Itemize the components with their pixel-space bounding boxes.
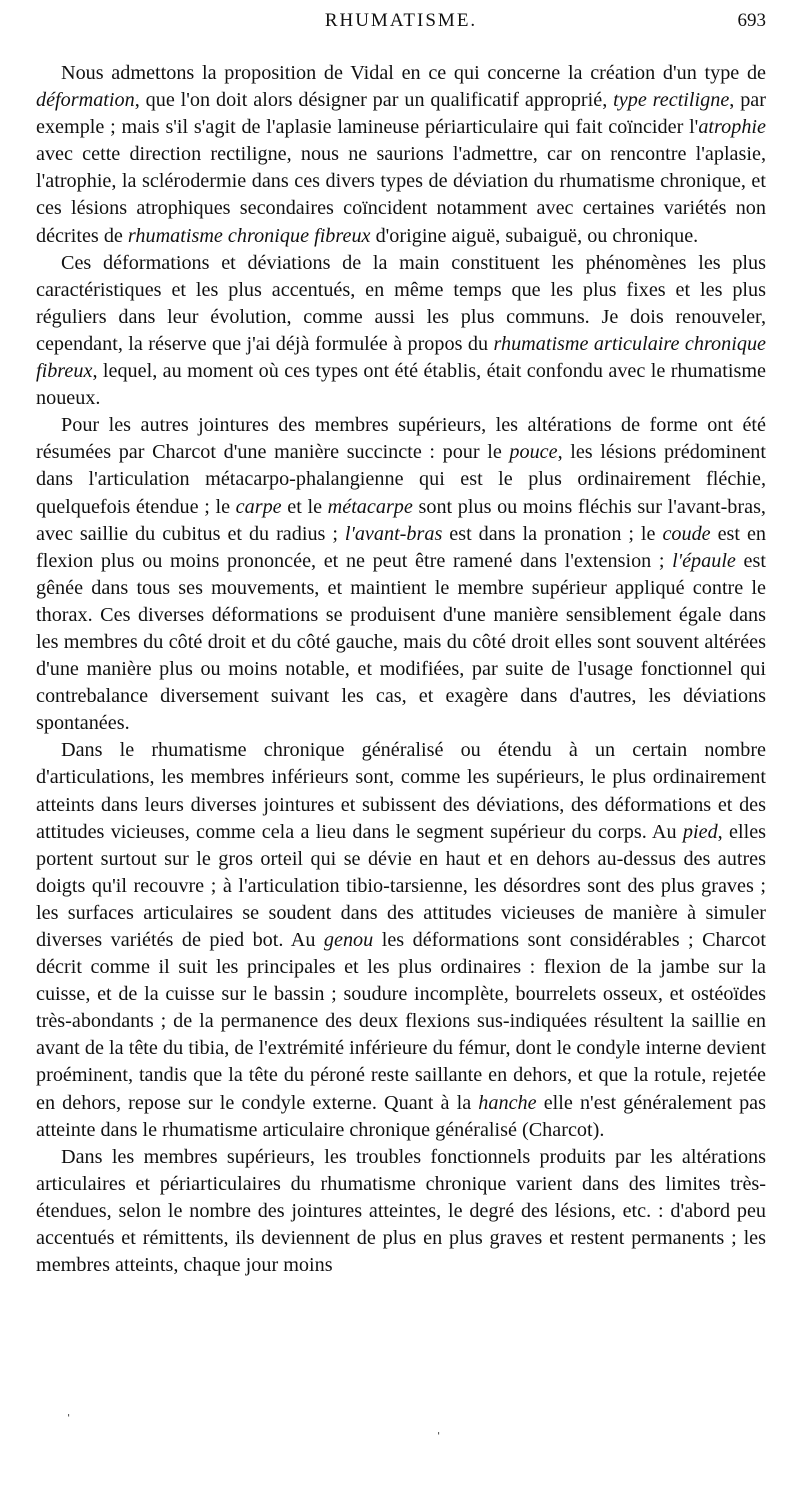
paragraph-3: Pour les autres jointures des membres supérieurs, les altérations de forme ont été résumées par Charcot d'une manière succincte : pour le pouce, les lésions prédominent dans l'articulation métacarpo-phalangienne qui est le plus ordinairement fléchie, quelquefois étendue ; le carpe et le métacarpe sont plus ou moins fléchis sur l'avant-bras, avec saillie du cubitus et du radius ; l'avant-bras est dans la pronation ; le coude est en flexion plus ou moins prononcée, et ne peut être ramené dans l'extension ; l'épaule est gênée dans tous ses mouvements, et maintient le membre supérieur appliqué contre le thorax. Ces diverses déformations se produisent d'une manière sensiblement égale dans les membres du côté droit et du côté gauche, mais du côté droit elles sont souvent altérées d'une manière plus ou moins notable, et modifiées, par suite de l'usage fonctionnel qui contrebalance diversement suivant les cas, et exagère dans d'autres, les déviations spontanées. [36, 414, 766, 735]
print-speck: ˌ [436, 1418, 442, 1435]
paragraph-2: Ces déformations et déviations de la main constituent les phénomènes les plus caractéristiques et les plus accentués, en même temps que les plus fixes et les plus réguliers dans leur évolution, comme aussi les plus communs. Je dois renouveler, cependant, la réserve que j'ai déjà formulée à propos du rhumatisme articulaire chronique fibreux, lequel, au moment où ces types ont été établis, était confondu avec le rhumatisme noueux. [36, 251, 766, 410]
paragraph-4: Dans le rhumatisme chronique généralisé ou étendu à un certain nombre d'articulations, les membres inférieurs sont, comme les supérieurs, le plus ordinairement atteints dans leurs diverses jointures et subissent des déviations, des déformations et des attitudes vicieuses, comme cela a lieu dans le segment supérieur du corps. Au pied, elles portent surtout sur le gros orteil qui se dévie en haut et en dehors au-dessus des autres doigts qu'il recouvre ; à l'articulation tibio-tarsienne, les désordres sont des plus graves ; les surfaces articulaires se soudent dans des attitudes vicieuses de manière à simuler diverses variétés de pied bot. Au genou les déformations sont considérables ; Charcot décrit comme il suit les principales et les plus ordinaires : flexion de la jambe sur la cuisse, et de la cuisse sur le bassin ; soudure incomplète, bourrelets osseux, et ostéoïdes très-abondants ; de la permanence des deux flexions sus-indiquées résultent la saillie en avant de la tête du tibia, de l'extrémité inférieure du fémur, dont le condyle interne devient proéminent, tandis que la tête du péroné reste saillante en dehors, et que la rotule, rejetée en dehors, repose sur le condyle externe. Quant à la hanche elle n'est généralement pas atteinte dans le rhumatisme articulaire chronique généralisé (Charcot). [36, 739, 767, 1141]
body-text [36, 60, 766, 1279]
paragraph-5: Dans les membres supérieurs, les troubles fonctionnels produits par les altérations articulaires et périarticulaires du rhumatisme chronique varient dans des limites très-étendues, selon le nombre des jointures atteintes, le degré des lésions, etc. : d'abord peu accentués et rémittents, ils deviennent de plus en plus graves et restent permanents ; les membres atteints, chaque jour moins [36, 1145, 766, 1277]
paragraph-1: Nous admettons la proposition de Vidal en ce qui concerne la création d'un type de déformation, que l'on doit alors désigner par un qualificatif approprié, type rectiligne, par exemple ; mais s'il s'agit de l'aplasie lamineuse périarticulaire qui fait coïncider l'atrophie avec cette direction rectiligne, nous ne saurions l'admettre, car on rencontre l'aplasie, l'atrophie, la sclérodermie dans ces divers types de déviation du rhumatisme chronique, et ces lésions atrophiques secondaires coïncident notamment avec certaines variétés non décrites de rhumatisme chronique fibreux d'origine aiguë, subaiguë, ou chronique. [36, 62, 766, 247]
running-title: RHUMATISME. [324, 10, 478, 31]
print-speck: ˈ [66, 1412, 72, 1429]
page-number: 693 [737, 10, 766, 31]
running-head [36, 6, 766, 36]
